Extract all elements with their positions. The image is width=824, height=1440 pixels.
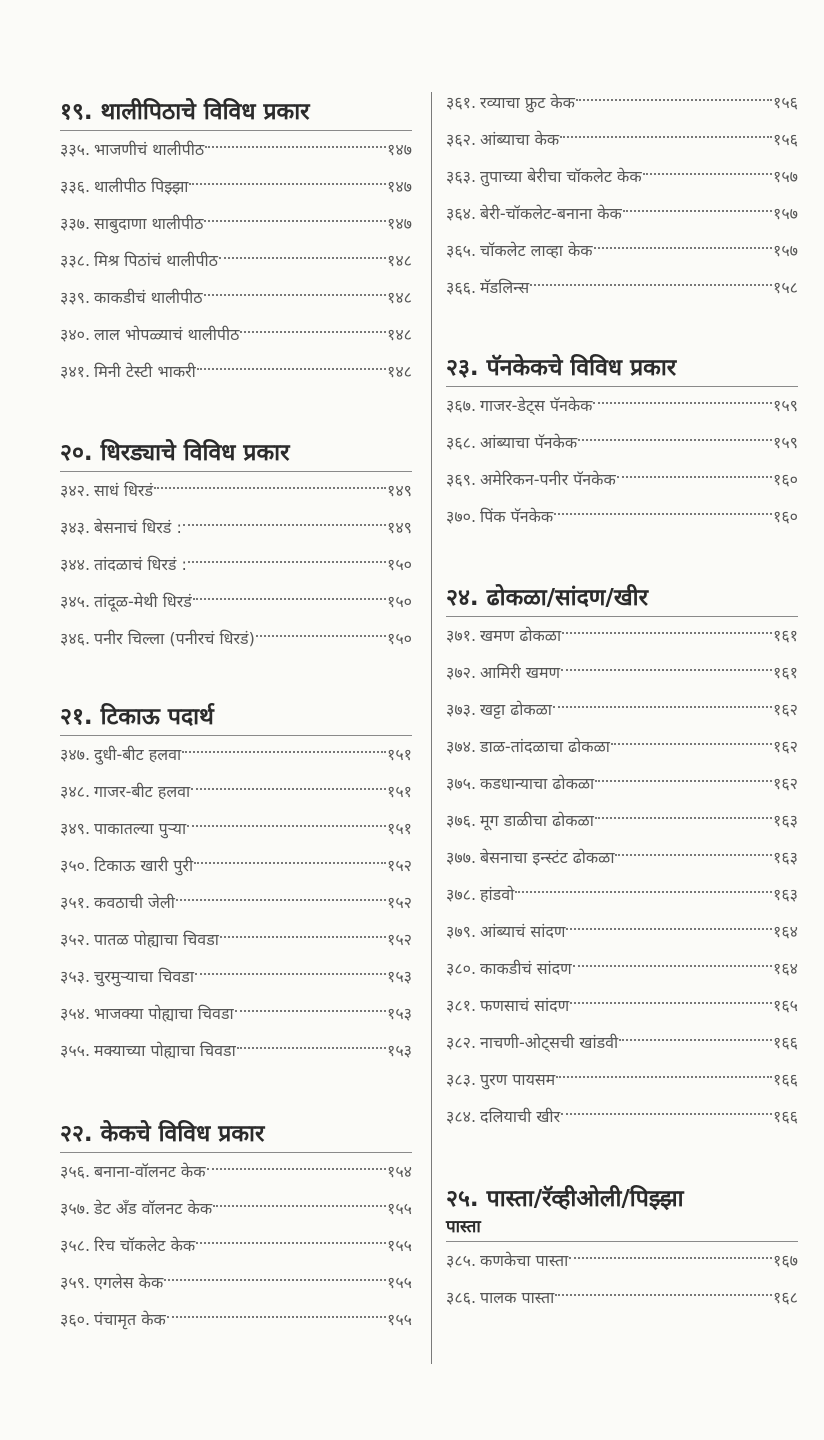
dot-leader [193,598,386,600]
entry-page-number: १६३ [773,848,798,867]
section-25 [446,1183,798,1316]
entry-number: ३६०. [60,1310,91,1329]
entry-title: मिनी टेस्टी भाकरी [94,362,196,381]
toc-entry [446,269,798,306]
entry-title: साधं धिरडं [94,481,154,500]
dot-leader [167,1316,386,1318]
dot-leader [566,928,772,930]
entry-title: एगलेस केक [94,1273,164,1292]
entry-page-number: १५७ [773,167,798,186]
toc-entry [60,884,412,921]
entry-page-number: १६१ [773,663,798,682]
entry-page-number: १५१ [387,782,412,801]
toc-entry [446,461,798,498]
toc-entry [446,121,798,158]
entry-number: ३३६. [60,177,91,196]
entry-page-number: १६६ [773,1033,798,1052]
entry-number: ३४९. [60,819,91,838]
dot-leader [219,257,386,259]
entry-page-number: १५४ [387,1162,412,1181]
entry-number: ३५२. [60,930,91,949]
dot-leader [204,220,386,222]
entry-title: भाजणीचं थालीपीठ [94,140,205,159]
toc-entry [60,168,412,205]
toc-entry [60,472,412,509]
dot-leader [578,439,772,441]
entry-number: ३३७. [60,214,91,233]
toc-entry [60,736,412,773]
dot-leader [187,825,386,827]
entry-number: ३७३. [446,700,477,719]
dot-leader [562,632,772,634]
entry-title: मॅडलिन्स [480,278,530,297]
dot-leader [182,751,386,753]
section-subheading: पास्ता [446,1217,481,1237]
toc-entry [446,232,798,269]
entry-number: ३७२. [446,663,477,682]
entry-number: ३५८. [60,1236,91,1255]
toc-entry [446,654,798,691]
entry-page-number: १४८ [387,288,412,307]
entry-page-number: १५९ [773,396,798,415]
dot-leader [196,1242,386,1244]
entry-title: मूग डाळीचा ढोकळा [480,811,594,830]
dot-leader [176,899,386,901]
entry-number: ३७१. [446,626,477,645]
entry-title: थालीपीठ पिझ्झा [94,177,189,196]
entry-number: ३८०. [446,959,477,978]
entry-number: ३३८. [60,251,91,270]
entry-title: आंब्याचं सांदण [480,922,566,941]
entry-title: मक्याच्या पोह्याचा चिवडा [94,1041,236,1060]
entry-number: ३८१. [446,996,477,1015]
entry-title: गाजर-बीट हलवा [94,782,191,801]
section-23 [446,352,798,535]
dot-leader [213,1205,386,1207]
entry-page-number: १६१ [773,626,798,645]
toc-entry [446,195,798,232]
entry-title: पातळ पोह्याचा चिवडा [94,930,219,949]
dot-leader [205,146,386,148]
toc-entry [60,546,412,583]
section-20 [60,437,412,657]
entry-number: ३४६. [60,629,91,648]
column-divider [431,92,432,1364]
entry-number: ३४०. [60,325,91,344]
entry-number: ३४८. [60,782,91,801]
entry-title: लाल भोपळ्याचं थालीपीठ [94,325,240,344]
toc-entry [446,839,798,876]
dot-leader [256,635,386,637]
dot-leader [204,294,386,296]
entry-title: नाचणी-ओट्सची खांडवी [480,1033,619,1052]
entry-page-number: १४८ [387,362,412,381]
toc-entry [60,620,412,657]
entry-title: तांदूळ-मेथी धिरडं [94,592,192,611]
entry-title: टिकाऊ खारी पुरी [94,856,194,875]
section-heading: २२. केकचे विविध प्रकार [60,1121,265,1147]
toc-entry [60,773,412,810]
toc-entry [446,617,798,654]
entry-page-number: १६२ [773,700,798,719]
entry-number: ३६५. [446,241,477,260]
dot-leader [561,669,772,671]
entry-title: मिश्र पिठांचं थालीपीठ [94,251,218,270]
entry-title: बेसनाचं धिरडं : [94,518,182,537]
dot-leader [530,284,772,286]
entry-page-number: १६८ [773,1288,798,1307]
toc-entry [446,802,798,839]
toc-entry [446,387,798,424]
entry-number: ३६४. [446,204,477,223]
entry-number: ३६९. [446,470,477,489]
entry-title: बेरी-चॉकलेट-बनाना केक [480,204,622,223]
dot-leader [560,136,772,138]
toc-entry [446,1242,798,1279]
entry-number: ३७४. [446,737,477,756]
toc-entry [446,1024,798,1061]
entry-page-number: १६७ [773,1251,798,1270]
entry-page-number: १५२ [387,893,412,912]
section-22 [60,1118,412,1338]
toc-entry [446,424,798,461]
entry-title: कवठाची जेली [94,893,175,912]
dot-leader [556,1076,772,1078]
section-19 [60,96,412,390]
dot-leader [197,368,386,370]
entry-number: ३८२. [446,1033,477,1052]
entry-number: ३४३. [60,518,91,537]
section-heading: २५. पास्ता/रॅव्हीओली/पिझ्झा [446,1186,684,1212]
dot-leader [188,561,386,563]
entry-number: ३७९. [446,922,477,941]
dot-leader [189,183,386,185]
entry-title: आंब्याचा केक [480,130,560,149]
entry-title: पुरण पायसम [480,1070,556,1089]
entry-page-number: १५३ [387,1004,412,1023]
entry-number: ३५९. [60,1273,91,1292]
entry-number: ३५१. [60,893,91,912]
entry-number: ३५०. [60,856,91,875]
entry-number: ३८६. [446,1288,477,1307]
entry-title: आमिरी खमण [480,663,561,682]
entry-title: हांडवो [480,885,515,904]
toc-entry [60,810,412,847]
toc-entry [446,765,798,802]
entry-page-number: १५२ [387,856,412,875]
entry-number: ३४२. [60,481,91,500]
toc-entry [60,279,412,316]
entry-page-number: १५० [387,592,412,611]
entry-title: पनीर चिल्ला (पनीरचं धिरडं) [94,629,255,648]
entry-number: ३७५. [446,774,477,793]
entry-page-number: १५५ [387,1273,412,1292]
entry-title: काकडीचं थालीपीठ [94,288,203,307]
entry-page-number: १६५ [773,996,798,1015]
dot-leader [235,1010,386,1012]
entry-title: आंब्याचा पॅनकेक [480,433,578,452]
entry-title: दलियाची खीर [480,1107,561,1126]
toc-entry [446,1279,798,1316]
dot-leader [573,965,772,967]
entry-page-number: १४७ [387,214,412,233]
dot-leader [164,1279,386,1281]
toc-entry [60,847,412,884]
entry-title: बेसनाचा इन्स्टंट ढोकळा [480,848,615,867]
entry-title: कडधान्याचा ढोकळा [480,774,595,793]
entry-number: ३६१. [446,93,477,112]
toc-entry [446,1061,798,1098]
entry-title: तांदळाचं धिरडं : [94,555,187,574]
toc-entry [60,316,412,353]
entry-page-number: १६३ [773,811,798,830]
dot-leader [569,1257,772,1259]
entry-title: दुधी-बीट हलवा [94,745,182,764]
entry-number: ३७८. [446,885,477,904]
entry-number: ३६७. [446,396,477,415]
dot-leader [643,173,772,175]
entry-page-number: १५७ [773,204,798,223]
section-22-continued [446,84,798,306]
toc-entry [60,205,412,242]
entry-title: तुपाच्या बेरीचा चॉकलेट केक [480,167,642,186]
toc-entry [446,84,798,121]
toc-entry [60,509,412,546]
entry-number: ३८३. [446,1070,477,1089]
entry-page-number: १५५ [387,1310,412,1329]
dot-leader [623,210,772,212]
toc-entry [446,1098,798,1135]
entry-title: खट्टा ढोकळा [480,700,552,719]
toc-entry [446,158,798,195]
section-21 [60,701,412,1069]
toc-entry [446,913,798,950]
entry-number: ३८४. [446,1107,477,1126]
entry-page-number: १५६ [773,93,798,112]
dot-leader [570,1002,772,1004]
toc-entry [60,242,412,279]
entry-page-number: १६६ [773,1070,798,1089]
toc-entry [60,131,412,168]
section-heading: २३. पॅनकेकचे विविध प्रकार [446,355,677,381]
dot-leader [561,1113,772,1115]
dot-leader [593,402,772,404]
dot-leader [220,936,386,938]
entry-number: ३४७. [60,745,91,764]
dot-leader [515,891,772,893]
entry-title: खमण ढोकळा [480,626,562,645]
entry-number: ३६२. [446,130,477,149]
toc-entry [60,1227,412,1264]
dot-leader [195,973,386,975]
toc-entry [446,498,798,535]
dot-leader [207,1168,387,1170]
entry-number: ३६८. [446,433,477,452]
toc-entry [446,950,798,987]
dot-leader [595,817,772,819]
entry-page-number: १६० [773,507,798,526]
toc-entry [60,583,412,620]
entry-title: चुरमुऱ्याचा चिवडा [94,967,194,986]
dot-leader [617,476,772,478]
entry-page-number: १६२ [773,737,798,756]
entry-number: ३७०. [446,507,477,526]
entry-number: ३३५. [60,140,91,159]
entry-number: ३४५. [60,592,91,611]
entry-title: अमेरिकन-पनीर पॅनकेक [480,470,616,489]
section-heading: २१. टिकाऊ पदार्थ [60,704,214,730]
entry-title: भाजक्या पोह्याचा चिवडा [94,1004,234,1023]
section-24 [446,582,798,1135]
toc-entry [60,1153,412,1190]
entry-title: पालक पास्ता [480,1288,555,1307]
entry-page-number: १४८ [387,325,412,344]
entry-number: ३७७. [446,848,477,867]
toc-entry [446,987,798,1024]
entry-title: गाजर-डेट्स पॅनकेक [480,396,593,415]
dot-leader [240,331,386,333]
entry-number: ३७६. [446,811,477,830]
entry-title: कणकेचा पास्ता [480,1251,569,1270]
entry-title: रव्याचा फ्रुट केक [480,93,575,112]
entry-page-number: १६६ [773,1107,798,1126]
entry-title: फणसाचं सांदण [480,996,570,1015]
entry-page-number: १४९ [387,518,412,537]
dot-leader [594,247,772,249]
entry-number: ३६६. [446,278,477,297]
dot-leader [183,524,386,526]
entry-page-number: १५३ [387,967,412,986]
entry-page-number: १५५ [387,1236,412,1255]
entry-page-number: १५२ [387,930,412,949]
dot-leader [191,788,386,790]
entry-number: ३५४. [60,1004,91,1023]
entry-number: ३५३. [60,967,91,986]
section-heading: २४. ढोकळा/सांदण/खीर [446,585,648,611]
dot-leader [237,1047,386,1049]
entry-page-number: १५९ [773,433,798,452]
toc-entry [60,353,412,390]
toc-entry [60,1190,412,1227]
entry-number: ३६३. [446,167,477,186]
toc-entry [446,728,798,765]
toc-entry [60,921,412,958]
entry-number: ३५५. [60,1041,91,1060]
entry-number: ३८५. [446,1251,477,1270]
entry-title: डेट अँड वॉलनट केक [94,1199,213,1218]
entry-number: ३४४. [60,555,91,574]
dot-leader [611,743,772,745]
dot-leader [595,780,772,782]
entry-page-number: १५७ [773,241,798,260]
entry-page-number: १६० [773,470,798,489]
dot-leader [555,1294,772,1296]
entry-page-number: १५१ [387,819,412,838]
entry-page-number: १४७ [387,140,412,159]
entry-title: काकडीचं सांदण [480,959,572,978]
dot-leader [619,1039,772,1041]
entry-page-number: १४८ [387,251,412,270]
dot-leader [615,854,772,856]
toc-entry [60,1032,412,1069]
entry-title: बनाना-वॉलनट केक [94,1162,206,1181]
entry-page-number: १५० [387,629,412,648]
entry-title: पंचामृत केक [94,1310,166,1329]
entry-title: पिंक पॅनकेक [480,507,554,526]
entry-title: पाकातल्या पुऱ्या [94,819,187,838]
toc-entry [60,1264,412,1301]
entry-page-number: १६२ [773,774,798,793]
entry-page-number: १५८ [773,278,798,297]
entry-number: ३३९. [60,288,91,307]
entry-page-number: १६३ [773,885,798,904]
toc-entry [60,1301,412,1338]
entry-title: चॉकलेट लाव्हा केक [480,241,593,260]
entry-number: ३५७. [60,1199,91,1218]
entry-page-number: १५१ [387,745,412,764]
section-heading: १९. थालीपिठाचे विविध प्रकार [60,99,310,125]
entry-page-number: १४७ [387,177,412,196]
entry-page-number: १६४ [773,959,798,978]
dot-leader [553,706,772,708]
entry-page-number: १५५ [387,1199,412,1218]
dot-leader [576,99,772,101]
dot-leader [194,862,386,864]
toc-entry [446,691,798,728]
entry-number: ३४१. [60,362,91,381]
dot-leader [154,487,386,489]
entry-page-number: १५० [387,555,412,574]
entry-page-number: १५३ [387,1041,412,1060]
entry-page-number: १६४ [773,922,798,941]
dot-leader [554,513,772,515]
entry-number: ३५६. [60,1162,91,1181]
entry-title: डाळ-तांदळाचा ढोकळा [480,737,610,756]
toc-entry [60,995,412,1032]
section-heading: २०. धिरड्याचे विविध प्रकार [60,440,290,466]
toc-entry [60,958,412,995]
entry-title: साबुदाणा थालीपीठ [94,214,204,233]
toc-entry [446,876,798,913]
entry-page-number: १५६ [773,130,798,149]
entry-title: रिच चॉकलेट केक [94,1236,196,1255]
entry-page-number: १४९ [387,481,412,500]
